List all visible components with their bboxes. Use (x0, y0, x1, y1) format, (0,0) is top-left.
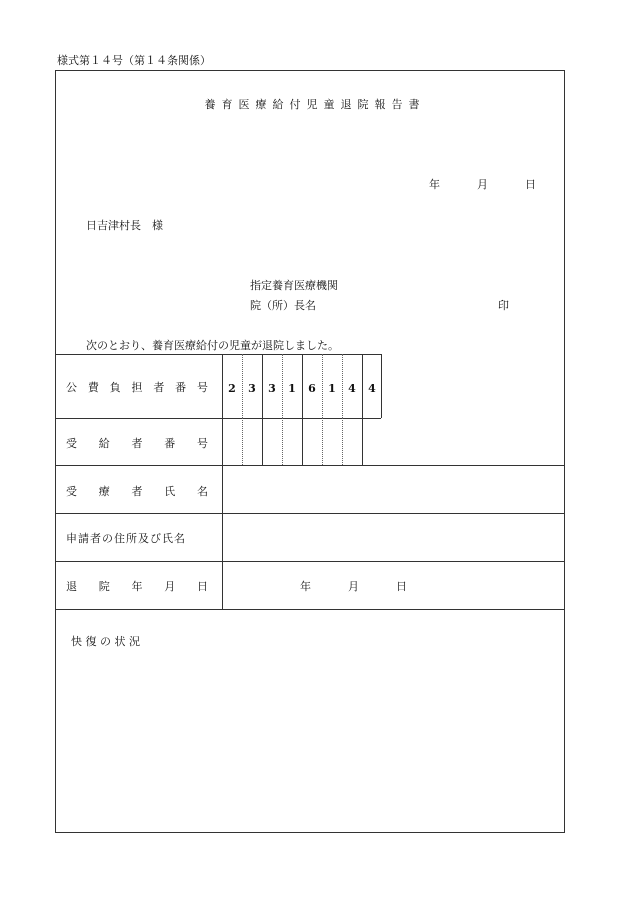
public-payer-digit: 4 (368, 382, 376, 395)
discharge-date-label: 退 院 年 月 日 (66, 580, 208, 593)
header-year-label: 年 (429, 178, 440, 191)
header-month-label: 月 (477, 178, 488, 191)
recipient-digit-sep (262, 418, 263, 465)
public-payer-digit: 3 (268, 382, 276, 395)
public-payer-digit: 6 (308, 382, 316, 395)
public-payer-digit: 2 (228, 382, 236, 395)
public-payer-digit: 4 (348, 382, 356, 395)
form-title: 養育医療給付児童退院報告書 (204, 98, 426, 111)
recipient-digit-sep (282, 418, 283, 465)
row-divider-4 (55, 561, 565, 562)
row-divider-3 (55, 513, 565, 514)
recipient-digit-sep (242, 418, 243, 465)
recovery-status-label: 快 復 の 状 況 (71, 635, 140, 648)
recipient-digit-sep (322, 418, 323, 465)
recipient-box-right (362, 418, 363, 465)
intro-text: 次のとおり、養育医療給付の児童が退院しました。 (86, 339, 339, 352)
addressee: 日吉津村長 様 (86, 219, 163, 232)
institution-label: 指定養育医療機関 (250, 279, 338, 292)
public-payer-number-label: 公 費 負 担 者 番 号 (66, 381, 208, 394)
applicant-label: 申請者の住所及び氏名 (66, 532, 186, 545)
row-divider-5 (55, 609, 565, 610)
recipient-number-label: 受 給 者 番 号 (66, 437, 208, 450)
patient-name-label: 受 療 者 氏 名 (66, 485, 208, 498)
row-divider-1 (55, 418, 381, 419)
form-number: 様式第１４号（第１４条関係） (57, 54, 211, 67)
public-payer-digit: 3 (248, 382, 256, 395)
director-name-label: 院（所）長名 (250, 299, 316, 312)
discharge-day-label: 日 (396, 580, 407, 593)
recipient-digit-sep (302, 418, 303, 465)
table-top-border (55, 354, 381, 355)
discharge-year-label: 年 (300, 580, 311, 593)
discharge-month-label: 月 (348, 580, 359, 593)
seal-mark: 印 (498, 299, 509, 312)
form-frame (55, 70, 565, 833)
public-payer-digit: 1 (288, 382, 296, 395)
recipient-digit-sep (342, 418, 343, 465)
public-payer-digit: 1 (328, 382, 336, 395)
public-payer-box-right (381, 354, 382, 418)
row-divider-2 (55, 465, 565, 466)
header-day-label: 日 (525, 178, 536, 191)
